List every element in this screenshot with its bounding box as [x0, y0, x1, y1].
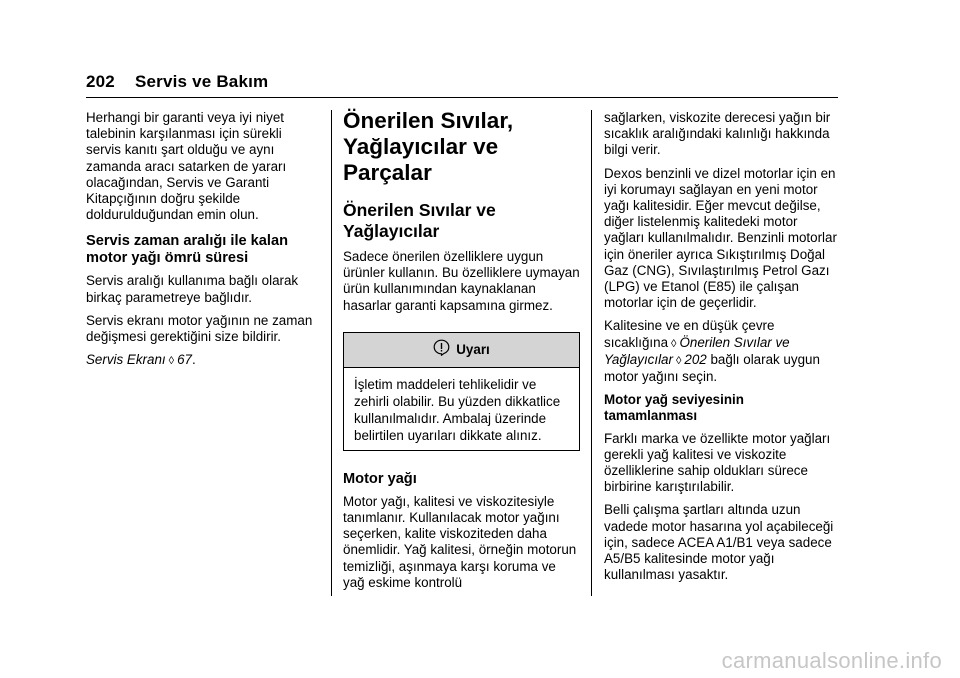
- cross-reference-text[interactable]: Önerilen Sıvılar ve Yağlayıcılar: [604, 334, 790, 367]
- page-header: [86, 72, 268, 92]
- selection-text-end: bağlı olarak uygun motor yağını seçin.: [604, 351, 820, 385]
- section-title: Servis ve Bakım: [134, 72, 269, 91]
- section-heading: Önerilen Sıvılar ve Yağlayıcılar: [343, 200, 496, 241]
- prohibition-paragraph: Belli çalışma şartları altında uzun vadede motor hasarına yol açabileceği için, sadece ACEA A1/B1 veya sadece A5/B5 kalitesinde motor yağı kullanılması yasaktır.: [604, 502, 834, 583]
- page-ref-arrow-icon: ◊: [671, 337, 677, 350]
- selection-paragraph: [604, 318, 840, 385]
- page-number: 202: [86, 72, 115, 91]
- engine-oil-heading: Motor yağı: [343, 470, 417, 487]
- column-2: [343, 108, 580, 598]
- topping-up-heading: Motor yağ seviyesinin tamamlanması: [604, 392, 744, 424]
- warning-box: [343, 332, 580, 451]
- service-interval-heading: Servis zaman aralığı ile kalan motor yağı ömrü süresi: [86, 233, 288, 267]
- viscosity-paragraph: sağlarken, viskozite derecesi yağın bir sıcaklık aralığındaki kalınlığı hakkında bilgi verir.: [604, 110, 831, 158]
- intro-paragraph: Herhangi bir garanti veya iyi niyet talebinin karşılanması için sürekli servis kanıtı şart olduğu ve aynı zamanda aracı satarken de yararı olacağından, Servis ve Garanti Kitapçığının doğru şekilde doldurulduğundan emin olun.: [86, 110, 287, 223]
- dexos-paragraph: Dexos benzinli ve dizel motorlar için en iyi korumayı sağlayan en yeni motor yağı kalitesidir. Eğer mevcut değilse, diğer listelenmiş kalitedeki motor yağları kullanılmalıdır. Benzinli motorlar için öneriler ayrıca Sıkıştırılmış Doğal Gaz (CNG), Sıvılaştırılmış Petrol Gazı (LPG) ve Etanol (E85) ile çalışan motorlar için de geçerlidir.: [604, 165, 837, 311]
- service-interval-paragraph-2: Servis ekranı motor yağının ne zaman değişmesi gerektiğini size bildirir.: [86, 312, 313, 345]
- mixing-paragraph: Farklı marka ve özellikte motor yağları gerekli yağ kalitesi ve viskozite özelliklerine sahip oldukları sürece birbirine karıştırılabilir.: [604, 430, 831, 495]
- cross-reference-page[interactable]: 67: [177, 352, 192, 368]
- selection-text-start: Kalitesine ve en düşük çevre sıcaklığına: [604, 318, 775, 350]
- cross-reference-text[interactable]: Servis Ekranı: [86, 352, 166, 368]
- cross-reference-end: .: [191, 352, 196, 368]
- recommended-paragraph: Sadece önerilen özelliklere uygun ürünler kullanın. Bu özelliklere uymayan ürün kullanımından kaynaklanan hasarlar garanti kapsamına girmez.: [343, 249, 580, 313]
- column-divider-2: [591, 110, 592, 596]
- warning-text: İşletim maddeleri tehlikelidir ve zehirli olabilir. Bu yüzden dikkatlice kullanılmalıdır. Ambalaj üzerinde belirtilen uyarıları dikkate alınız.: [354, 376, 561, 443]
- column-1: [86, 110, 318, 376]
- warning-label: Uyarı: [456, 341, 490, 357]
- column-divider-1: [331, 110, 332, 596]
- cross-reference-page[interactable]: 202: [684, 351, 707, 367]
- page-ref-arrow-icon: ◊: [675, 354, 682, 367]
- column-3: [604, 110, 840, 590]
- header-rule: [86, 97, 838, 98]
- service-interval-paragraph-1: Servis aralığı kullanıma bağlı olarak birkaç parametreye bağlıdır.: [86, 273, 299, 305]
- warning-header: [344, 333, 579, 368]
- engine-oil-paragraph: Motor yağı, kalitesi ve viskozitesiyle tanımlanır. Kullanılacak motor yağını seçerken, kalite viskoziteden daha önemlidir. Yağ kalitesi, örneğin motorun temizliği, aşınmaya karşı koruma ve yağ eskime kontrolü: [343, 493, 577, 590]
- watermark: carmanualsonline.info: [721, 648, 942, 673]
- page-ref-arrow-icon: ◊: [168, 355, 175, 368]
- warning-icon: [433, 339, 450, 360]
- cross-reference[interactable]: [86, 352, 318, 369]
- chapter-title: Önerilen Sıvılar, Yağlayıcılar ve Parçalar: [343, 108, 514, 185]
